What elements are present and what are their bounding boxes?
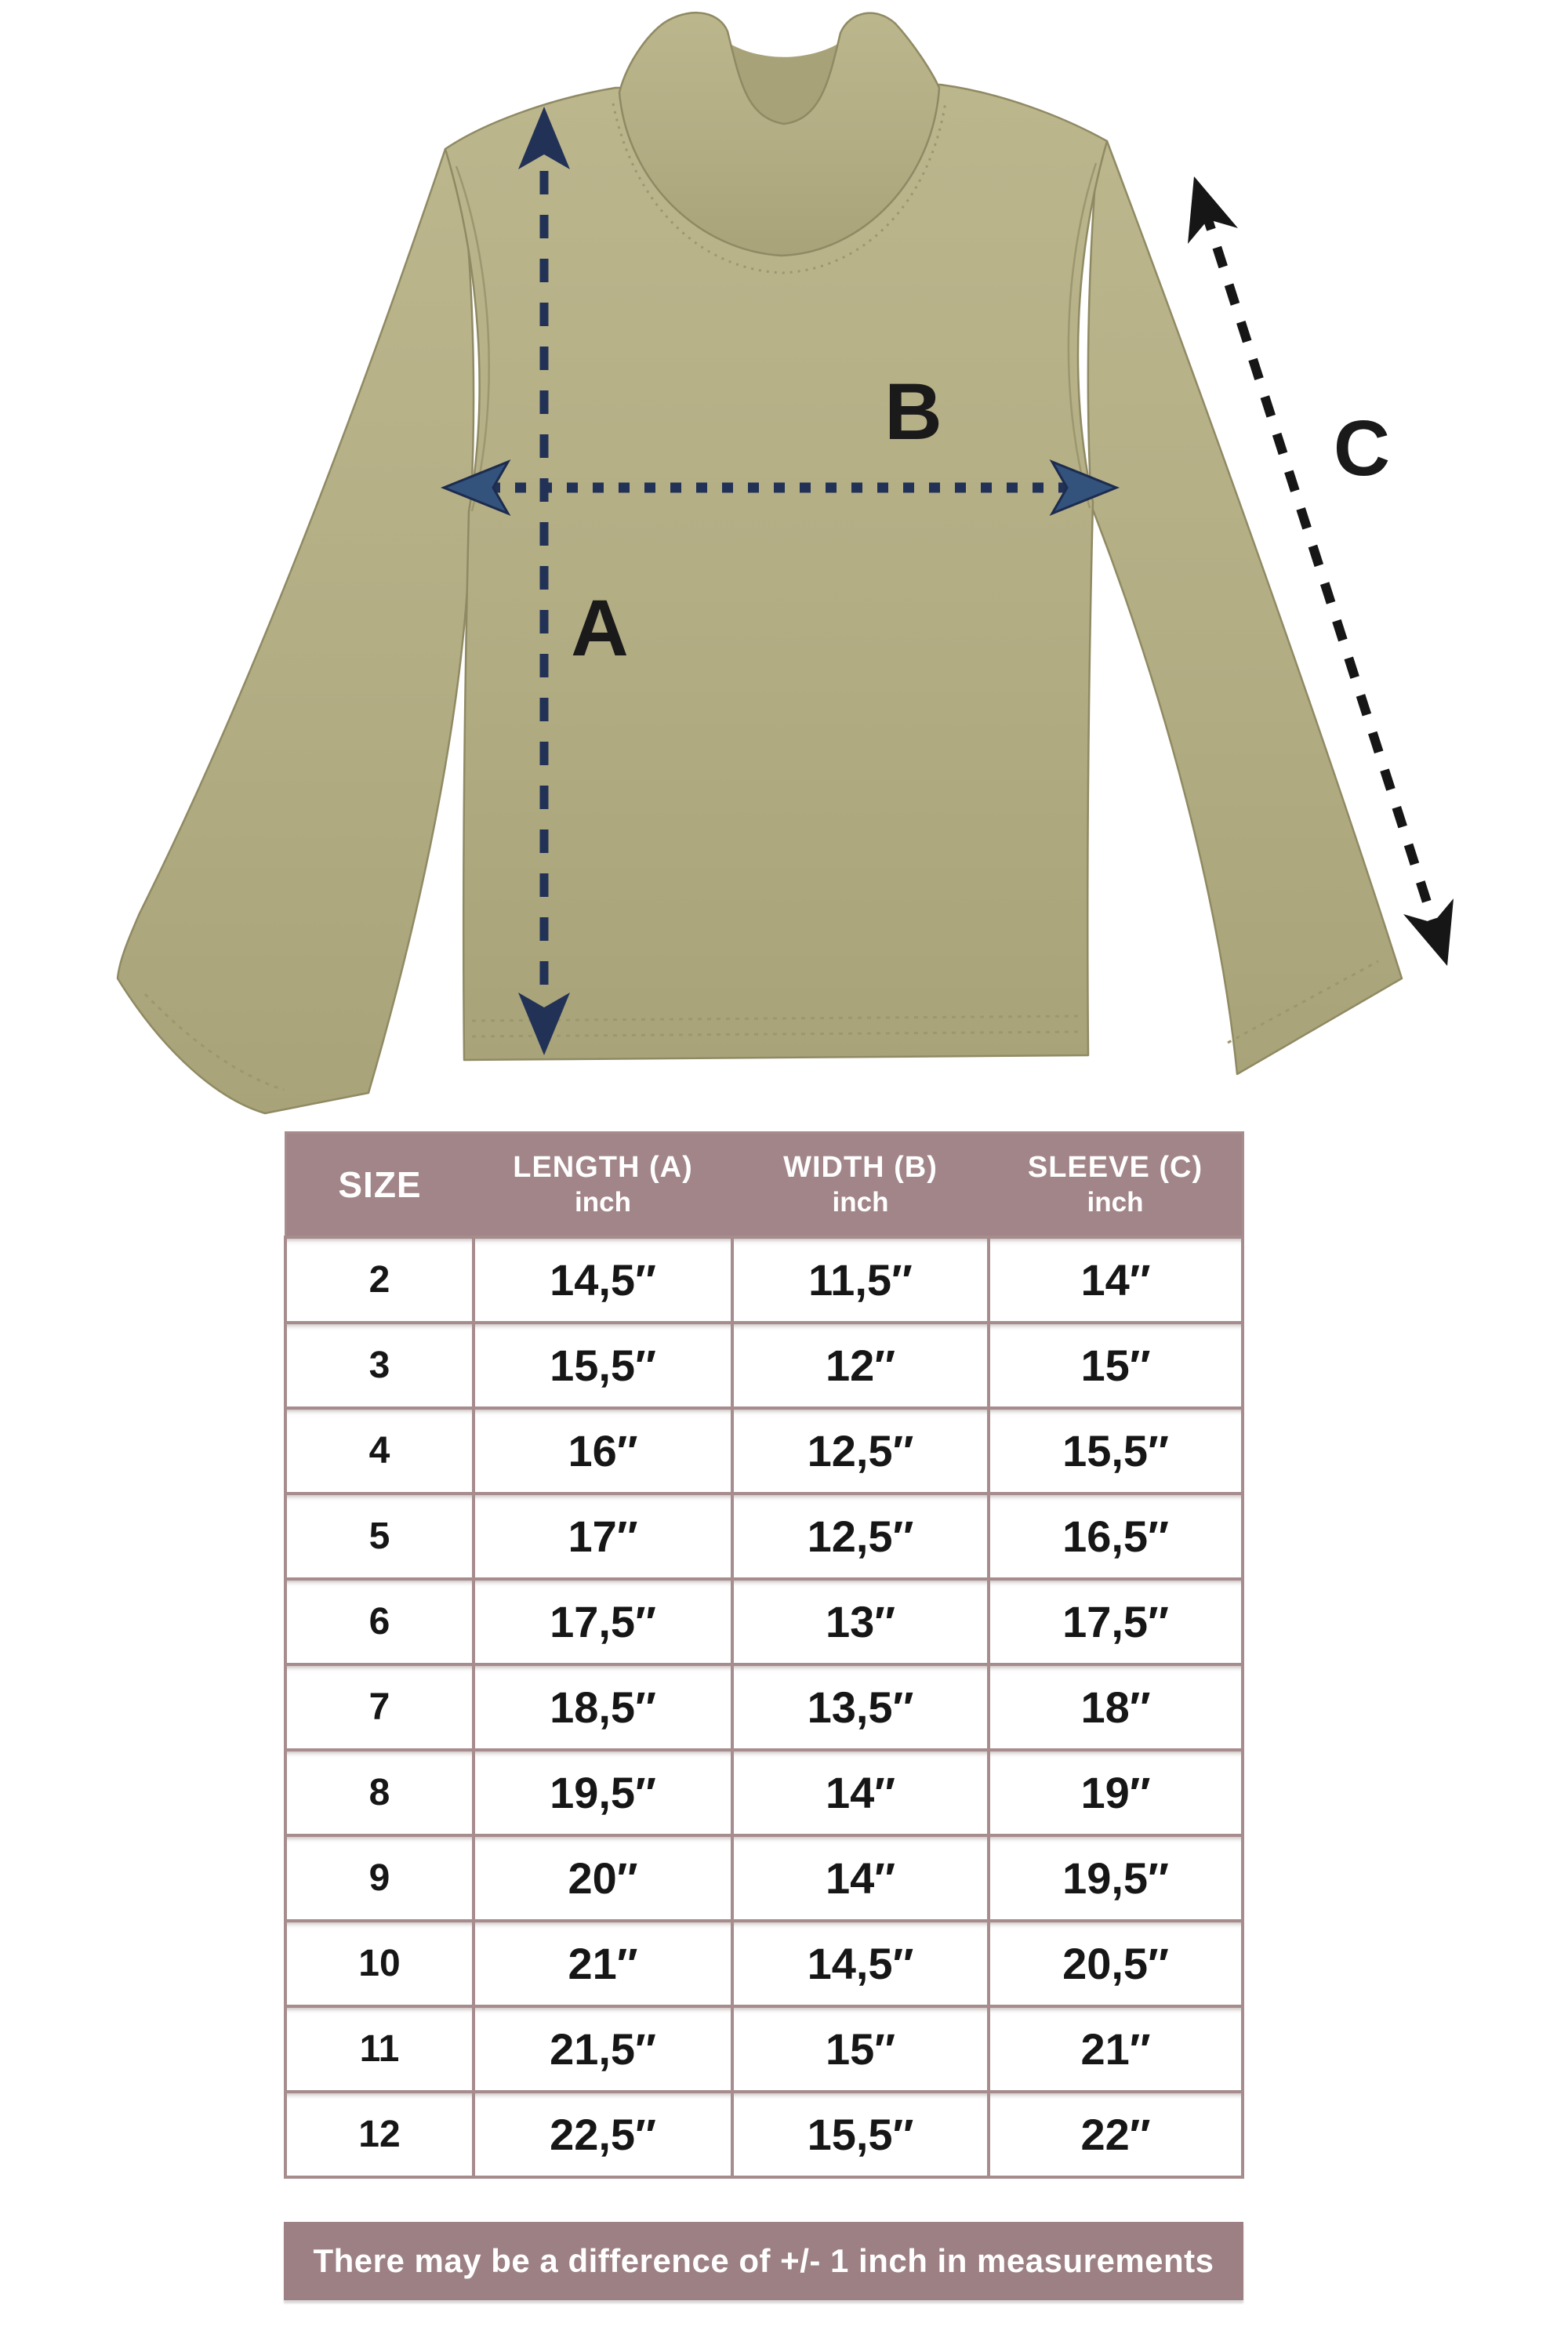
measurement-cell: 16″ [474, 1408, 732, 1494]
tolerance-note-text: There may be a difference of +/- 1 inch in measurements [313, 2242, 1214, 2279]
table-row [285, 1750, 1243, 1835]
column-header-sleeve [989, 1133, 1243, 1238]
measurement-cell: 21″ [989, 2006, 1243, 2092]
column-header-label: LENGTH (A) [513, 1151, 693, 1185]
measurement-cell: 20,5″ [989, 1921, 1243, 2006]
table-row [285, 1237, 1243, 1323]
column-header-size [285, 1133, 474, 1238]
shirt-graphic [118, 13, 1402, 1113]
measurement-cell: 19,5″ [474, 1750, 732, 1835]
measurement-cell: 14″ [989, 1237, 1243, 1323]
measurement-cell: 14,5″ [732, 1921, 989, 2006]
size-cell: 11 [285, 2006, 474, 2092]
measurement-cell: 17″ [474, 1494, 732, 1579]
sleeve-arrowhead-bottom [1403, 898, 1454, 966]
column-header-label: SLEEVE (C) [1027, 1151, 1203, 1185]
shirt-right-sleeve [1088, 141, 1402, 1074]
size-table-header [285, 1133, 1243, 1238]
measurement-cell: 17,5″ [474, 1579, 732, 1664]
measurement-cell: 16,5″ [989, 1494, 1243, 1579]
sleeve-label: C [1333, 405, 1391, 492]
size-cell: 6 [285, 1579, 474, 1664]
size-cell: 8 [285, 1750, 474, 1835]
measurement-cell: 21,5″ [474, 2006, 732, 2092]
size-table-body [285, 1237, 1243, 2177]
size-cell: 9 [285, 1835, 474, 1921]
column-header-unit: inch [832, 1186, 889, 1218]
size-cell: 3 [285, 1323, 474, 1408]
measurement-cell: 22,5″ [474, 2092, 732, 2177]
column-header-label: SIZE [338, 1163, 422, 1205]
measurement-cell: 13″ [732, 1579, 989, 1664]
table-row [285, 1494, 1243, 1579]
measurement-cell: 19″ [989, 1750, 1243, 1835]
measurement-cell: 14,5″ [474, 1237, 732, 1323]
column-header-width [732, 1133, 989, 1238]
measurement-cell: 18,5″ [474, 1664, 732, 1750]
measurement-cell: 15,5″ [732, 2092, 989, 2177]
measurement-cell: 15″ [732, 2006, 989, 2092]
table-row [285, 1408, 1243, 1494]
table-row [285, 1921, 1243, 2006]
tolerance-note-banner [284, 2222, 1243, 2300]
measurement-cell: 12,5″ [732, 1408, 989, 1494]
measurement-cell: 14″ [732, 1835, 989, 1921]
measurement-cell: 22″ [989, 2092, 1243, 2177]
size-cell: 7 [285, 1664, 474, 1750]
table-row [285, 2006, 1243, 2092]
measurement-cell: 13,5″ [732, 1664, 989, 1750]
table-row [285, 1579, 1243, 1664]
column-header-unit: inch [575, 1186, 631, 1218]
measurement-cell: 17,5″ [989, 1579, 1243, 1664]
sleeve-arrowhead-top [1188, 176, 1238, 244]
measurement-cell: 15″ [989, 1323, 1243, 1408]
column-header-unit: inch [1087, 1186, 1144, 1218]
size-cell: 10 [285, 1921, 474, 2006]
table-row [285, 1835, 1243, 1921]
length-label: A [571, 583, 629, 673]
measurement-cell: 21″ [474, 1921, 732, 2006]
size-cell: 12 [285, 2092, 474, 2177]
width-label: B [884, 367, 942, 456]
measurement-cell: 18″ [989, 1664, 1243, 1750]
measurement-cell: 20″ [474, 1835, 732, 1921]
size-cell: 4 [285, 1408, 474, 1494]
column-header-label: WIDTH (B) [783, 1151, 938, 1185]
measurement-cell: 14″ [732, 1750, 989, 1835]
measurement-cell: 19,5″ [989, 1835, 1243, 1921]
shirt-measurement-figure [0, 0, 1568, 1145]
table-row [285, 2092, 1243, 2177]
measurement-cell: 15,5″ [474, 1323, 732, 1408]
shirt-left-sleeve [118, 149, 474, 1113]
size-cell: 2 [285, 1237, 474, 1323]
table-row [285, 1323, 1243, 1408]
column-header-length [474, 1133, 732, 1238]
measurement-cell: 15,5″ [989, 1408, 1243, 1494]
measurement-cell: 11,5″ [732, 1237, 989, 1323]
table-row [285, 1664, 1243, 1750]
measurement-cell: 12,5″ [732, 1494, 989, 1579]
size-chart-table [284, 1131, 1244, 2179]
table-header-row [285, 1133, 1243, 1238]
measurement-cell: 12″ [732, 1323, 989, 1408]
size-cell: 5 [285, 1494, 474, 1579]
